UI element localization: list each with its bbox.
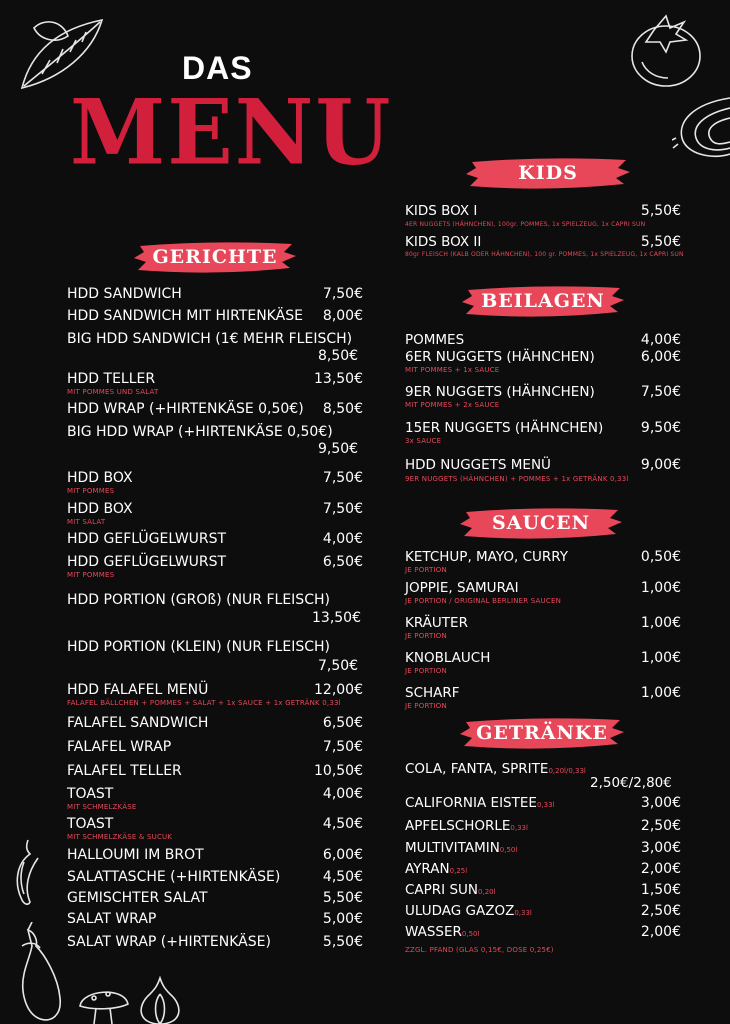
section-title-gerichte: GERICHTE xyxy=(152,246,278,268)
item-name: KIDS BOX I xyxy=(405,203,478,219)
menu-item xyxy=(67,715,363,731)
chili-icon xyxy=(6,836,46,908)
item-price: 1,00€ xyxy=(640,580,681,596)
item-price: 13,50€ xyxy=(312,610,361,626)
mushroom-icon xyxy=(76,984,132,1024)
menu-item xyxy=(67,911,363,927)
item-name: MULTIVITAMIN xyxy=(405,840,500,856)
pfand-note: ZZGL. PFAND (GLAS 0,15€, DOSE 0,25€) xyxy=(405,946,554,954)
item-size: 0,25l xyxy=(449,867,468,875)
menu-item xyxy=(67,682,363,698)
item-description: MIT SCHMELZKÄSE xyxy=(67,803,137,811)
menu-item xyxy=(405,332,681,348)
menu-item xyxy=(405,457,681,473)
menu-item xyxy=(67,639,363,655)
item-name: HDD GEFLÜGELWURST xyxy=(67,531,227,547)
section-title-saucen: SAUCEN xyxy=(491,512,590,534)
item-name: JOPPIE, SAMURAI xyxy=(405,580,519,596)
item-description: MIT POMMES xyxy=(67,487,115,495)
item-name: BIG HDD SANDWICH (1€ MEHR FLEISCH) xyxy=(67,331,353,347)
item-price: 1,00€ xyxy=(640,615,681,631)
item-price: 5,50€ xyxy=(640,203,681,219)
item-size: 0,33l xyxy=(514,909,532,917)
menu-item xyxy=(405,203,681,219)
item-price: 7,50€ xyxy=(640,384,681,400)
item-price: 2,50€ xyxy=(640,818,681,834)
item-price: 8,00€ xyxy=(322,308,363,324)
item-name: GEMISCHTER SALAT xyxy=(67,890,208,906)
banner-saucen xyxy=(460,506,622,540)
item-name: APFELSCHORLE xyxy=(405,818,511,834)
menu-item xyxy=(67,286,363,302)
banner-getraenke xyxy=(460,716,624,750)
menu-item xyxy=(405,924,681,942)
item-name: SCHARF xyxy=(405,685,460,701)
item-price: 6,00€ xyxy=(640,349,681,365)
item-description: JE PORTION / ORIGINAL BERLINER SAUCEN xyxy=(405,597,562,605)
item-price: 2,00€ xyxy=(640,924,681,940)
garlic-icon xyxy=(134,976,186,1024)
item-description: JE PORTION xyxy=(405,667,447,675)
item-price: 1,00€ xyxy=(640,685,681,701)
item-price: 3,00€ xyxy=(640,840,681,856)
item-size: 0,50l xyxy=(461,930,480,938)
menu-item xyxy=(67,371,363,387)
menu-item xyxy=(67,934,363,950)
item-description: MIT POMMES UND SALAT xyxy=(67,388,159,396)
item-price: 6,50€ xyxy=(322,715,363,731)
item-name: HDD TELLER xyxy=(67,371,156,387)
menu-item xyxy=(405,685,681,701)
item-name: HDD PORTION (KLEIN) (NUR FLEISCH) xyxy=(67,639,330,655)
item-name: CALIFORNIA EISTEE xyxy=(405,795,537,811)
item-name: 9ER NUGGETS (HÄHNCHEN) xyxy=(405,384,595,400)
item-price: 9,50€ xyxy=(318,441,359,457)
item-price: 6,00€ xyxy=(322,847,363,863)
item-price: 5,00€ xyxy=(322,911,363,927)
item-name: TOAST xyxy=(67,786,114,802)
item-name: TOAST xyxy=(67,816,114,832)
item-size: 0,33l xyxy=(510,824,528,832)
item-price: 5,50€ xyxy=(640,234,681,250)
item-name: HDD GEFLÜGELWURST xyxy=(67,554,227,570)
item-size: 0,20l/0,33l xyxy=(548,767,586,775)
menu-item xyxy=(67,890,363,906)
item-description: MIT SCHMELZKÄSE & SUCUK xyxy=(67,833,173,841)
item-name: HDD NUGGETS MENÜ xyxy=(405,457,551,473)
item-description: JE PORTION xyxy=(405,702,447,710)
item-price: 9,00€ xyxy=(640,457,681,473)
menu-item xyxy=(405,795,681,813)
item-price: 1,00€ xyxy=(640,650,681,666)
item-name: CAPRI SUN xyxy=(405,882,479,898)
item-name: SALAT WRAP xyxy=(67,911,157,927)
menu-item xyxy=(67,501,363,517)
item-price: 2,50€/2,80€ xyxy=(590,775,672,791)
menu-item xyxy=(405,580,681,596)
item-name: HDD BOX xyxy=(67,470,133,486)
item-name: FALAFEL WRAP xyxy=(67,739,172,755)
item-size: 0,33l xyxy=(536,801,555,809)
item-name: HDD BOX xyxy=(67,501,133,517)
item-description: FALAFEL BÄLLCHEN + POMMES + SALAT + 1x SAUCE + 1x GETRÄNK 0,33l xyxy=(67,699,341,707)
item-price: 0,50€ xyxy=(640,549,681,565)
item-description: MIT SALAT xyxy=(67,518,106,526)
section-title-getraenke: GETRÄNKE xyxy=(476,722,608,744)
item-name: SALAT WRAP (+HIRTENKÄSE) xyxy=(67,934,271,950)
item-price: 5,50€ xyxy=(322,890,363,906)
title-menu: MENU xyxy=(70,79,393,186)
item-name: KIDS BOX II xyxy=(405,234,482,250)
item-price: 7,50€ xyxy=(322,470,363,486)
item-description: 3x SAUCE xyxy=(405,437,442,445)
item-description: MIT POMMES + 1x SAUCE xyxy=(405,366,500,374)
menu-item xyxy=(67,847,363,863)
item-name: HDD PORTION (GROß) (NUR FLEISCH) xyxy=(67,592,330,608)
menu-item xyxy=(67,470,363,486)
menu-item xyxy=(67,739,363,755)
item-price: 4,00€ xyxy=(640,332,681,348)
banner-kids xyxy=(466,156,630,190)
item-name: COLA, FANTA, SPRITE xyxy=(405,761,549,777)
item-description: 4ER NUGGETS (HÄHNCHEN), 100gr. POMMES, 1x SPIELZEUG, 1x CAPRI SUN xyxy=(405,221,646,228)
menu-item xyxy=(405,818,681,836)
item-name: SALATTASCHE (+HIRTENKÄSE) xyxy=(67,869,281,885)
item-description: 80gr FLEISCH (KALB ODER HÄHNCHEN), 100 gr. POMMES, 1x SPIELZEUG, 1x CAPRI SUN xyxy=(405,251,684,258)
menu-item xyxy=(67,816,363,832)
banner-gerichte xyxy=(134,240,296,274)
item-name: POMMES xyxy=(405,332,465,348)
item-price: 1,50€ xyxy=(640,882,681,898)
item-name: 15ER NUGGETS (HÄHNCHEN) xyxy=(405,420,604,436)
menu-item xyxy=(405,650,681,666)
menu-item xyxy=(405,840,681,858)
onion-icon xyxy=(672,88,730,166)
item-price: 6,50€ xyxy=(322,554,363,570)
menu-item xyxy=(405,420,681,436)
item-price: 8,50€ xyxy=(318,348,359,364)
item-name: HDD SANDWICH xyxy=(67,286,182,302)
menu-item xyxy=(405,234,681,250)
menu-item xyxy=(405,882,681,900)
menu-item xyxy=(405,861,681,879)
tomato-icon xyxy=(626,8,706,92)
eggplant-icon xyxy=(8,922,70,1024)
item-price: 4,50€ xyxy=(322,869,363,885)
item-description: MIT POMMES xyxy=(67,571,115,579)
item-price: 4,50€ xyxy=(322,816,363,832)
item-description: JE PORTION xyxy=(405,632,447,640)
item-description: 9ER NUGGETS (HÄHNCHEN) + POMMES + 1x GETRÄNK 0,33l xyxy=(405,475,629,483)
item-name: KRÄUTER xyxy=(405,615,468,631)
item-price: 13,50€ xyxy=(314,371,363,387)
item-price: 7,50€ xyxy=(322,286,363,302)
item-name: HDD SANDWICH MIT HIRTENKÄSE xyxy=(67,308,303,324)
item-price: 2,50€ xyxy=(640,903,681,919)
item-name: ULUDAG GAZOZ xyxy=(405,903,515,919)
menu-item xyxy=(405,349,681,365)
item-price: 8,50€ xyxy=(322,401,363,417)
item-size: 0,20l xyxy=(478,888,496,896)
menu-item xyxy=(67,869,363,885)
item-name: FALAFEL TELLER xyxy=(67,763,182,779)
item-price: 5,50€ xyxy=(322,934,363,950)
item-name: 6ER NUGGETS (HÄHNCHEN) xyxy=(405,349,595,365)
item-name: HDD FALAFEL MENÜ xyxy=(67,682,209,698)
item-name: HALLOUMI IM BROT xyxy=(67,847,204,863)
menu-item xyxy=(67,763,363,779)
item-name: KNOBLAUCH xyxy=(405,650,491,666)
item-price: 12,00€ xyxy=(314,682,363,698)
banner-beilagen xyxy=(462,284,624,318)
section-title-beilagen: BEILAGEN xyxy=(481,290,605,312)
item-size: 0,50l xyxy=(499,846,518,854)
item-price: 4,00€ xyxy=(322,786,363,802)
item-price: 4,00€ xyxy=(322,531,363,547)
item-name: WASSER xyxy=(405,924,462,940)
item-name: BIG HDD WRAP (+HIRTENKÄSE 0,50€) xyxy=(67,424,333,440)
menu-item xyxy=(405,903,681,921)
menu-item xyxy=(67,531,363,547)
item-description: MIT POMMES + 2x SAUCE xyxy=(405,401,500,409)
menu-item xyxy=(405,615,681,631)
section-title-kids: KIDS xyxy=(518,162,578,184)
item-price: 7,50€ xyxy=(318,658,359,674)
menu-item xyxy=(405,549,681,565)
menu-item xyxy=(67,331,363,347)
item-name: HDD WRAP (+HIRTENKÄSE 0,50€) xyxy=(67,401,304,417)
item-price: 3,00€ xyxy=(640,795,681,811)
item-name: KETCHUP, MAYO, CURRY xyxy=(405,549,569,565)
item-price: 2,00€ xyxy=(640,861,681,877)
menu-item xyxy=(67,786,363,802)
item-name: FALAFEL SANDWICH xyxy=(67,715,209,731)
title-das: DAS xyxy=(182,50,253,86)
item-price: 7,50€ xyxy=(322,501,363,517)
item-price: 9,50€ xyxy=(640,420,681,436)
menu-item xyxy=(405,384,681,400)
menu-item xyxy=(67,401,363,417)
item-description: JE PORTION xyxy=(405,566,447,574)
menu-item xyxy=(67,592,363,608)
item-price: 10,50€ xyxy=(314,763,363,779)
menu-item xyxy=(67,308,363,324)
item-name: AYRAN xyxy=(405,861,450,877)
item-price: 7,50€ xyxy=(322,739,363,755)
menu-item xyxy=(67,554,363,570)
menu-item xyxy=(67,424,363,440)
